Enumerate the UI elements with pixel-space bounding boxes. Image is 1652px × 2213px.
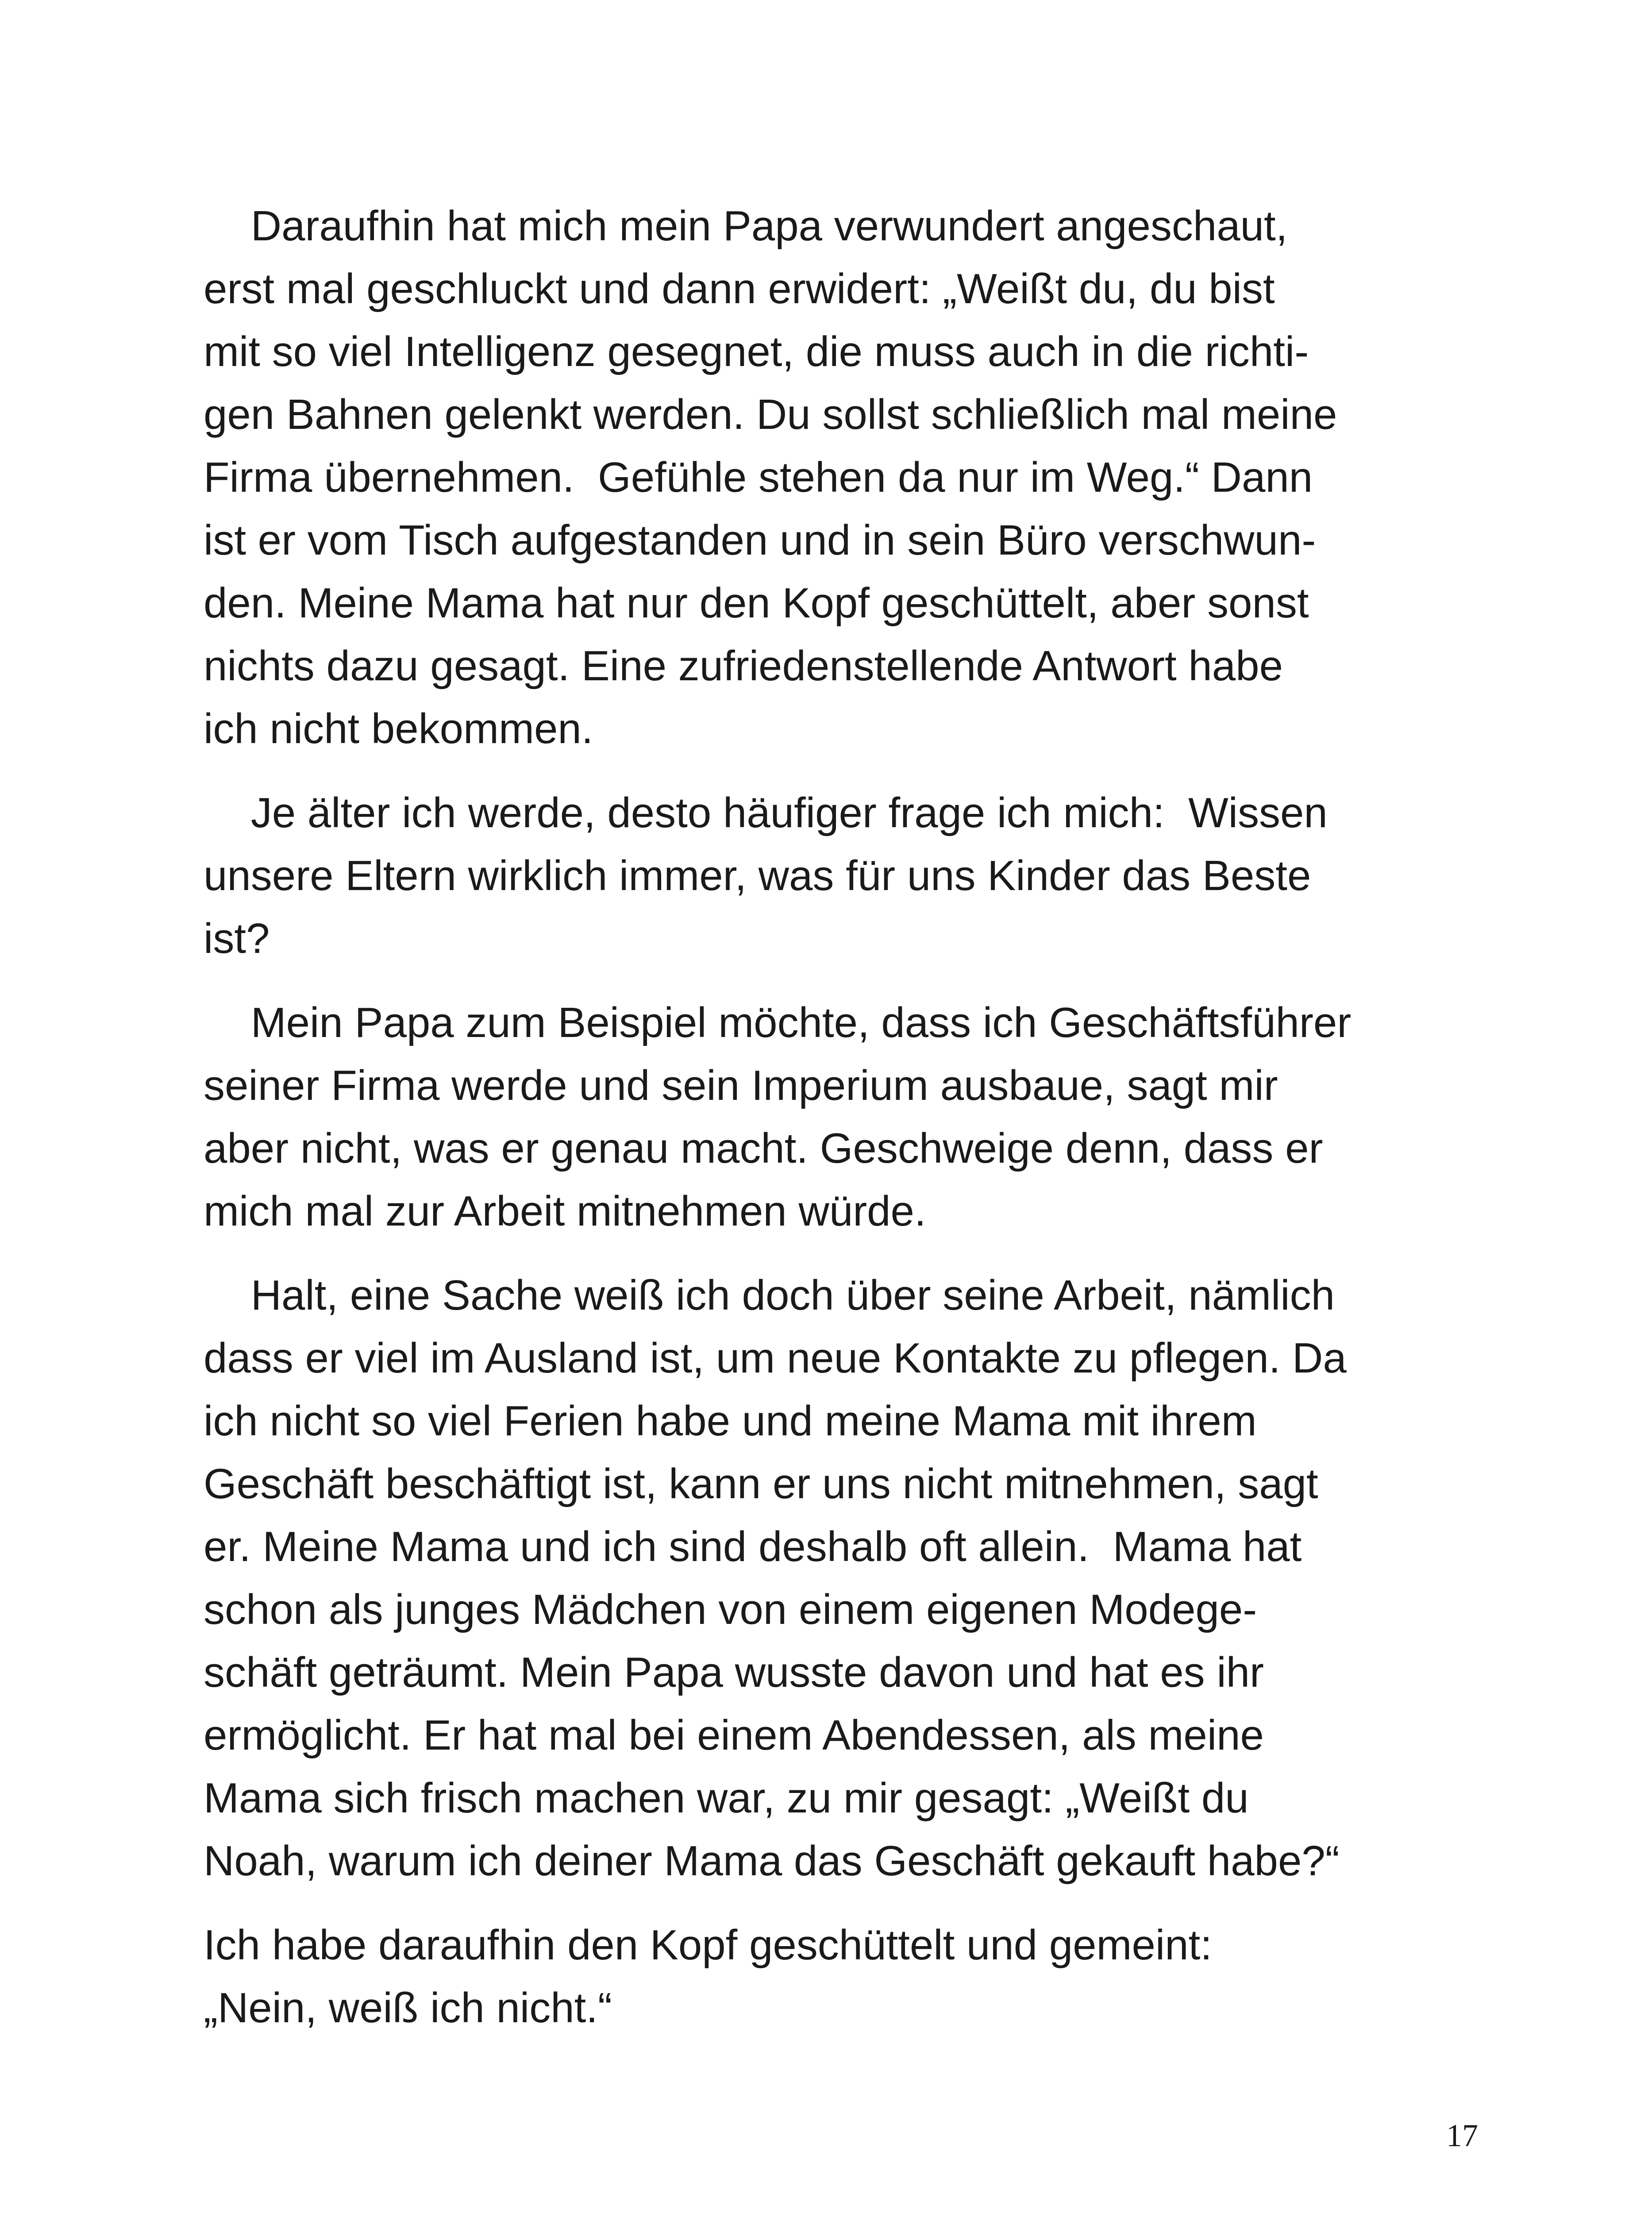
text-line: mit so viel Intelligenz gesegnet, die muss auch in die richti-: [204, 328, 1309, 375]
text-line: Mein Papa zum Beispiel möchte, dass ich Geschäftsführer: [204, 999, 1352, 1046]
paragraph-5: [204, 1914, 1469, 2040]
body-text: [204, 195, 1469, 2040]
text-line: erst mal geschluckt und dann erwidert: „Weißt du, du bist: [204, 265, 1275, 312]
text-line: Halt, eine Sache weiß ich doch über seine Arbeit, nämlich: [204, 1272, 1335, 1319]
text-line: Je älter ich werde, desto häufiger frage ich mich: Wissen: [204, 789, 1328, 837]
text-line: Ich habe daraufhin den Kopf geschüttelt und gemeint:: [204, 1921, 1212, 1969]
text-line: Firma übernehmen. Gefühle stehen da nur im Weg.“ Dann: [204, 454, 1313, 501]
text-line: ermöglicht. Er hat mal bei einem Abendessen, als meine: [204, 1712, 1264, 1759]
text-line: ich nicht bekommen.: [204, 705, 593, 752]
text-line: Mama sich frisch machen war, zu mir gesagt: „Weißt du: [204, 1774, 1249, 1822]
text-line: ist er vom Tisch aufgestanden und in sein Büro verschwun-: [204, 517, 1316, 564]
text-line: er. Meine Mama und ich sind deshalb oft allein. Mama hat: [204, 1523, 1302, 1570]
text-line: nichts dazu gesagt. Eine zufriedenstellende Antwort habe: [204, 642, 1283, 690]
text-line: ich nicht so viel Ferien habe und meine Mama mit ihrem: [204, 1397, 1257, 1445]
text-line: ist?: [204, 915, 270, 962]
page-number: 17: [1446, 2118, 1478, 2153]
text-line: dass er viel im Ausland ist, um neue Kontakte zu pflegen. Da: [204, 1334, 1347, 1382]
text-line: seiner Firma werde und sein Imperium ausbaue, sagt mir: [204, 1062, 1278, 1109]
text-line: schon als junges Mädchen von einem eigenen Modege-: [204, 1586, 1257, 1633]
text-line: unsere Eltern wirklich immer, was für uns Kinder das Beste: [204, 852, 1311, 899]
paragraph-4: [204, 1264, 1469, 1893]
text-line: Noah, warum ich deiner Mama das Geschäft gekauft habe?“: [204, 1837, 1340, 1885]
text-line: aber nicht, was er genau macht. Geschweige denn, dass er: [204, 1125, 1323, 1172]
text-line: Geschäft beschäftigt ist, kann er uns nicht mitnehmen, sagt: [204, 1460, 1318, 1507]
text-line: den. Meine Mama hat nur den Kopf geschüttelt, aber sonst: [204, 579, 1309, 627]
text-line: „Nein, weiß ich nicht.“: [204, 1984, 612, 2032]
text-line: Daraufhin hat mich mein Papa verwundert angeschaut,: [204, 202, 1288, 250]
paragraph-3: [204, 991, 1469, 1243]
paragraph-1: [204, 195, 1469, 760]
text-line: schäft geträumt. Mein Papa wusste davon und hat es ihr: [204, 1649, 1264, 1696]
text-line: gen Bahnen gelenkt werden. Du sollst schließlich mal meine: [204, 391, 1337, 438]
paragraph-2: [204, 782, 1469, 970]
text-line: mich mal zur Arbeit mitnehmen würde.: [204, 1187, 926, 1235]
